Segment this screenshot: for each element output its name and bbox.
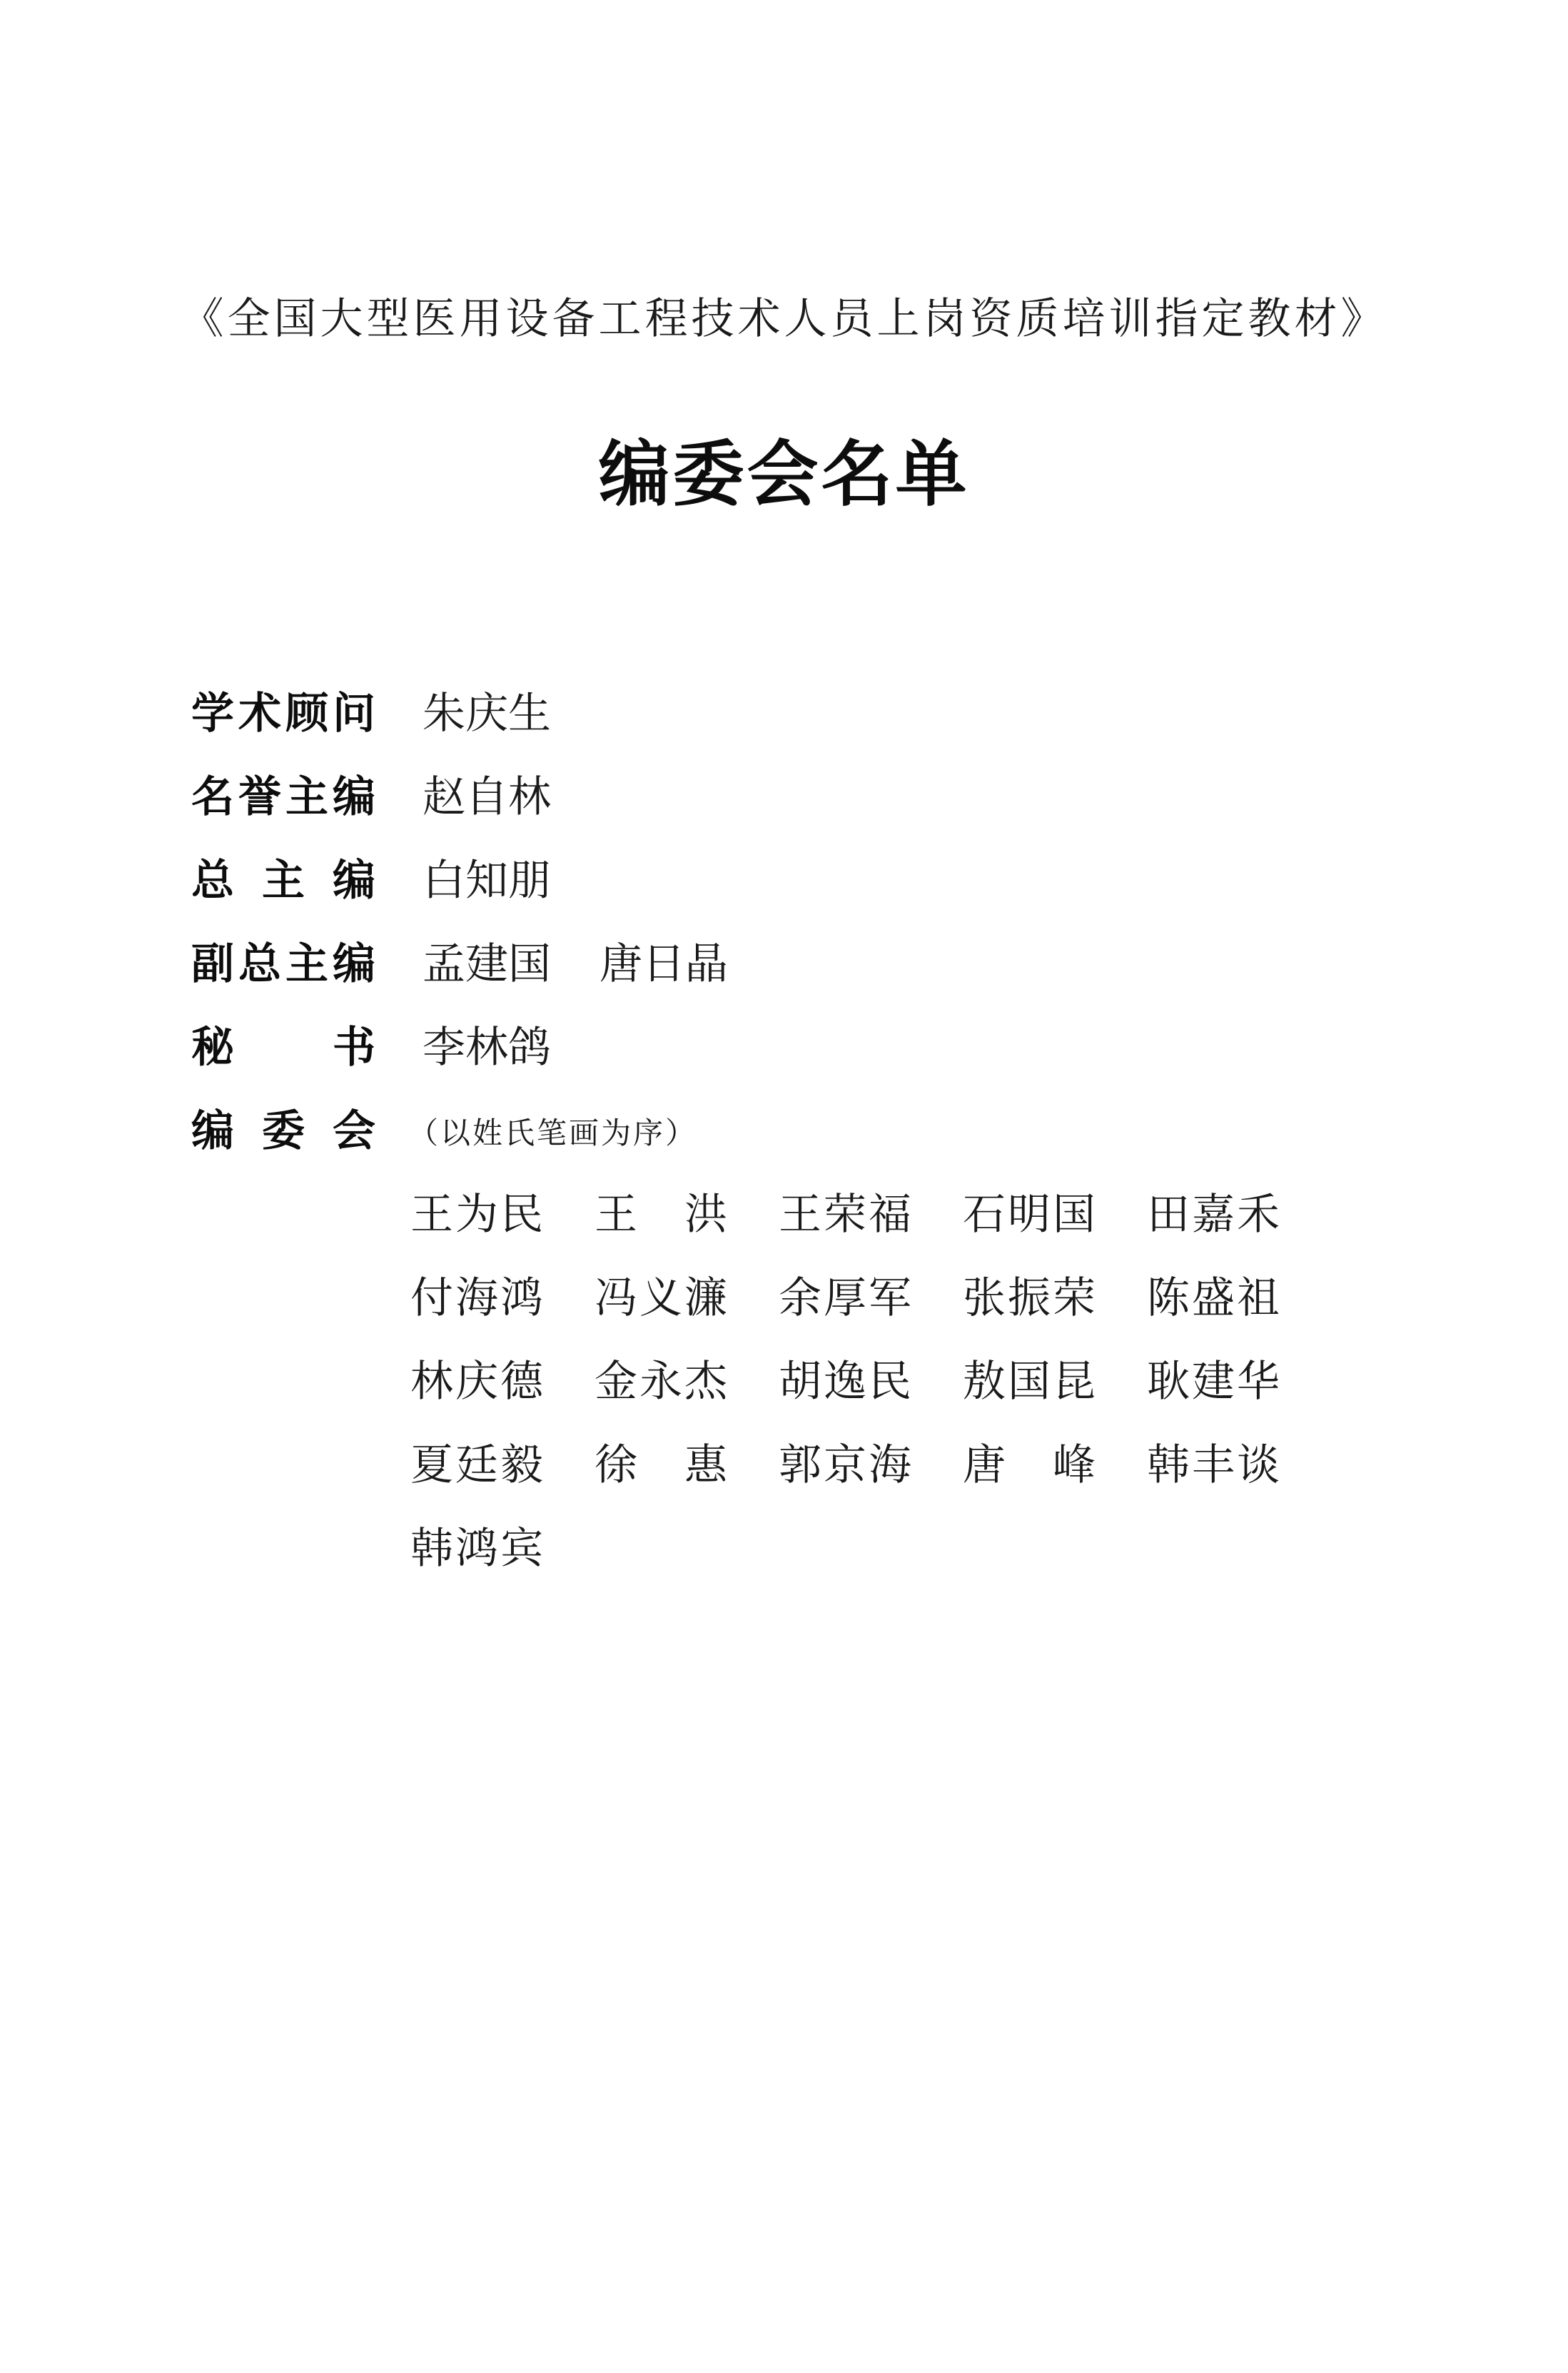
committee-member bbox=[595, 1183, 727, 1247]
glyph: 编 bbox=[191, 1106, 234, 1156]
glyph: 会 bbox=[333, 1106, 375, 1156]
committee-member bbox=[963, 1183, 1096, 1247]
committee-member bbox=[410, 1350, 543, 1414]
glyph: 王 bbox=[779, 1190, 821, 1240]
role-row-committee bbox=[191, 1099, 1333, 1183]
glyph: 敖 bbox=[963, 1357, 1006, 1407]
glyph: 郭 bbox=[779, 1440, 821, 1490]
committee-member bbox=[595, 1350, 727, 1414]
glyph: 王 bbox=[595, 1190, 637, 1240]
glyph: 付 bbox=[410, 1273, 453, 1323]
glyph: 荣 bbox=[1053, 1273, 1096, 1323]
person-name: 孟建国 bbox=[423, 939, 551, 989]
glyph: 海 bbox=[455, 1273, 498, 1323]
glyph: 厚 bbox=[824, 1273, 866, 1323]
glyph: 德 bbox=[500, 1357, 543, 1407]
glyph: 明 bbox=[1008, 1190, 1051, 1240]
role-names bbox=[423, 765, 551, 829]
glyph: 华 bbox=[1237, 1357, 1280, 1407]
glyph: 民 bbox=[869, 1357, 911, 1407]
glyph: 主 bbox=[285, 772, 328, 822]
role-row-academic-advisor bbox=[191, 682, 1333, 765]
glyph: 庆 bbox=[455, 1357, 498, 1407]
glyph: 禾 bbox=[1237, 1190, 1280, 1240]
committee-member bbox=[410, 1183, 543, 1247]
role-label bbox=[191, 932, 375, 996]
glyph: 张 bbox=[963, 1273, 1006, 1323]
glyph: 耿 bbox=[1147, 1357, 1190, 1407]
role-names bbox=[423, 682, 551, 746]
committee-member bbox=[595, 1433, 727, 1497]
glyph: 逸 bbox=[824, 1357, 866, 1407]
glyph: 冯 bbox=[595, 1273, 637, 1323]
committee-member bbox=[1147, 1433, 1280, 1497]
glyph: 术 bbox=[238, 689, 281, 739]
glyph: 书 bbox=[333, 1023, 375, 1073]
glyph: 夏 bbox=[410, 1440, 453, 1490]
glyph: 鸿 bbox=[455, 1524, 498, 1574]
committee-member bbox=[595, 1266, 727, 1330]
glyph: 建 bbox=[1192, 1357, 1235, 1407]
glyph: 军 bbox=[869, 1273, 911, 1323]
glyph: 问 bbox=[333, 689, 375, 739]
committee-note: （以姓氏笔画为序） bbox=[408, 1115, 698, 1150]
committee-member bbox=[1147, 1183, 1280, 1247]
committee-member bbox=[1147, 1266, 1280, 1330]
role-row-chief-editor bbox=[191, 849, 1333, 932]
glyph: 京 bbox=[824, 1440, 866, 1490]
glyph: 国 bbox=[1008, 1357, 1051, 1407]
glyph: 祖 bbox=[1237, 1273, 1280, 1323]
glyph: 嘉 bbox=[1192, 1190, 1235, 1240]
committee-member-grid bbox=[410, 1183, 1331, 1600]
glyph: 宾 bbox=[500, 1524, 543, 1574]
glyph: 总 bbox=[191, 856, 234, 906]
committee-member bbox=[963, 1350, 1096, 1414]
glyph: 为 bbox=[455, 1190, 498, 1240]
glyph: 民 bbox=[500, 1190, 543, 1240]
glyph: 林 bbox=[410, 1357, 453, 1407]
role-row-honorary-editor bbox=[191, 765, 1333, 849]
person-name: 朱庆生 bbox=[423, 689, 551, 739]
glyph: 盛 bbox=[1192, 1273, 1235, 1323]
glyph: 唐 bbox=[963, 1440, 1006, 1490]
role-row-secretary bbox=[191, 1016, 1333, 1099]
committee-member bbox=[1147, 1350, 1280, 1414]
glyph: 韩 bbox=[410, 1524, 453, 1574]
glyph: 荣 bbox=[824, 1190, 866, 1240]
glyph: 昆 bbox=[1053, 1357, 1096, 1407]
glyph: 永 bbox=[639, 1357, 682, 1407]
role-names bbox=[423, 932, 728, 996]
glyph: 廷 bbox=[455, 1440, 498, 1490]
glyph: 毅 bbox=[500, 1440, 543, 1490]
committee-member bbox=[779, 1183, 911, 1247]
glyph: 主 bbox=[262, 856, 305, 906]
glyph: 名 bbox=[191, 772, 234, 822]
glyph: 振 bbox=[1008, 1273, 1051, 1323]
glyph: 石 bbox=[963, 1190, 1006, 1240]
glyph: 副 bbox=[191, 939, 234, 989]
glyph: 洪 bbox=[684, 1190, 727, 1240]
glyph: 胡 bbox=[779, 1357, 821, 1407]
committee-member bbox=[410, 1433, 543, 1497]
glyph: 谈 bbox=[1237, 1440, 1280, 1490]
glyph: 学 bbox=[191, 689, 234, 739]
role-names bbox=[423, 1016, 551, 1080]
committee-member bbox=[410, 1517, 543, 1581]
role-label bbox=[191, 1016, 375, 1080]
committee-member bbox=[779, 1433, 911, 1497]
glyph: 濂 bbox=[684, 1273, 727, 1323]
glyph: 余 bbox=[779, 1273, 821, 1323]
glyph: 顾 bbox=[285, 689, 328, 739]
committee-member bbox=[410, 1266, 543, 1330]
person-name: 赵自林 bbox=[423, 772, 551, 822]
glyph: 编 bbox=[333, 856, 375, 906]
committee-member bbox=[779, 1266, 911, 1330]
glyph: 编 bbox=[333, 939, 375, 989]
glyph: 韩 bbox=[1147, 1440, 1190, 1490]
committee-member bbox=[963, 1266, 1096, 1330]
glyph: 王 bbox=[410, 1190, 453, 1240]
role-list bbox=[191, 682, 1333, 1183]
role-label bbox=[191, 849, 375, 913]
glyph: 丰 bbox=[1192, 1440, 1235, 1490]
glyph: 义 bbox=[639, 1273, 682, 1323]
glyph: 誉 bbox=[238, 772, 281, 822]
glyph: 徐 bbox=[595, 1440, 637, 1490]
series-title: 《全国大型医用设备工程技术人员上岗资质培训指定教材》 bbox=[181, 294, 1387, 344]
glyph: 金 bbox=[595, 1357, 637, 1407]
glyph: 主 bbox=[285, 939, 328, 989]
glyph: 编 bbox=[333, 772, 375, 822]
role-row-deputy-chief-editor bbox=[191, 932, 1333, 1016]
glyph: 杰 bbox=[684, 1357, 727, 1407]
committee-member bbox=[963, 1433, 1096, 1497]
person-name: 李林鸽 bbox=[423, 1023, 551, 1073]
person-name: 唐日晶 bbox=[600, 939, 728, 989]
glyph: 峰 bbox=[1053, 1440, 1096, 1490]
glyph: 惠 bbox=[684, 1440, 727, 1490]
committee-member bbox=[779, 1350, 911, 1414]
glyph: 秘 bbox=[191, 1023, 234, 1073]
committee-label bbox=[191, 1099, 375, 1163]
glyph: 福 bbox=[869, 1190, 911, 1240]
glyph: 国 bbox=[1053, 1190, 1096, 1240]
person-name: 白知朋 bbox=[423, 856, 551, 906]
glyph: 总 bbox=[238, 939, 281, 989]
glyph: 田 bbox=[1147, 1190, 1190, 1240]
role-label bbox=[191, 765, 375, 829]
role-names bbox=[423, 849, 551, 913]
glyph: 委 bbox=[262, 1106, 305, 1156]
role-label bbox=[191, 682, 375, 746]
glyph: 鸿 bbox=[500, 1273, 543, 1323]
glyph: 陈 bbox=[1147, 1273, 1190, 1323]
page-title: 编委会名单 bbox=[598, 432, 970, 516]
glyph: 海 bbox=[869, 1440, 911, 1490]
